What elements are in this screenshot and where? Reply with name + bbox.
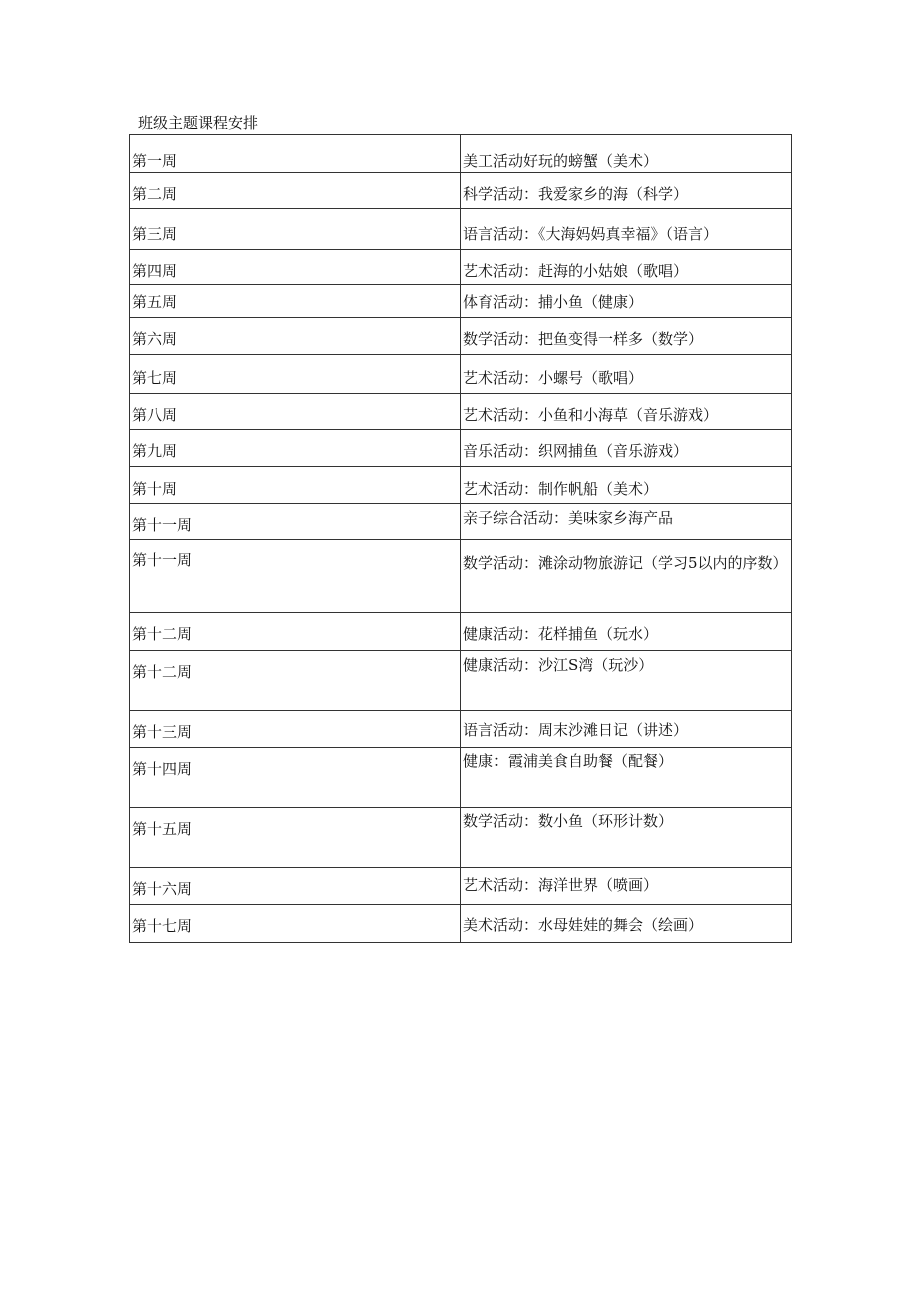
week-cell [130,173,461,209]
activity-cell [461,504,792,540]
week-cell [130,613,461,651]
week-cell [130,394,461,430]
table-row [130,135,792,173]
activity-cell [461,711,792,748]
activity-cell [461,905,792,943]
week-cell [130,651,461,711]
table-row [130,355,792,394]
schedule-table [129,134,792,943]
activity-label: 艺术活动：海洋世界（喷画） [463,876,659,894]
table-row [130,504,792,540]
table-row [130,209,792,250]
week-label: 第六周 [132,330,178,348]
week-label: 第二周 [132,185,178,203]
activity-label: 语言活动：周末沙滩日记（讲述） [463,721,689,739]
week-cell [130,355,461,394]
week-cell [130,467,461,504]
week-label: 第十周 [132,480,178,498]
table-row [130,540,792,613]
table-row [130,748,792,808]
activity-label: 艺术活动：制作帆船（美术） [463,480,659,498]
week-label: 第七周 [132,369,178,387]
week-label: 第五周 [132,293,178,311]
activity-label: 美工活动好玩的螃蟹（美术） [463,152,659,170]
week-label: 第十六周 [132,880,193,898]
table-row [130,250,792,285]
week-label: 第十四周 [132,760,193,778]
week-cell [130,540,461,613]
activity-cell [461,318,792,355]
activity-label: 科学活动：我爱家乡的海（科学） [463,185,689,203]
week-label: 第四周 [132,262,178,280]
week-label: 第一周 [132,152,178,170]
week-cell [130,711,461,748]
week-cell [130,748,461,808]
week-cell [130,209,461,250]
week-label: 第十五周 [132,820,193,838]
week-cell [130,250,461,285]
activity-label: 健康：霞浦美食自助餐（配餐） [463,752,674,770]
activity-label: 语言活动：《大海妈妈真幸福》（语言） [463,225,719,243]
table-row [130,868,792,905]
week-label: 第十三周 [132,723,193,741]
activity-cell [461,135,792,173]
activity-cell [461,808,792,868]
activity-cell [461,540,792,613]
activity-label: 数学活动：把鱼变得一样多（数学） [463,330,704,348]
activity-label: 音乐活动：织网捕鱼（音乐游戏） [463,442,689,460]
table-row [130,394,792,430]
activity-cell [461,394,792,430]
table-row [130,651,792,711]
week-cell [130,430,461,467]
week-cell [130,285,461,318]
week-cell [130,868,461,905]
week-label: 第十七周 [132,917,193,935]
table-row [130,173,792,209]
table-row [130,430,792,467]
week-label: 第九周 [132,442,178,460]
activity-cell [461,209,792,250]
week-cell [130,504,461,540]
activity-label: 美术活动：水母娃娃的舞会（绘画） [463,916,704,934]
table-row [130,711,792,748]
week-label: 第十一周 [132,551,193,569]
table-row [130,808,792,868]
table-row [130,905,792,943]
activity-label: 体育活动：捕小鱼（健康） [463,293,644,311]
activity-label: 亲子综合活动：美味家乡海产品 [463,509,674,527]
activity-cell [461,748,792,808]
activity-cell [461,285,792,318]
week-label: 第十一周 [132,516,193,534]
activity-label: 数学活动：数小鱼（环形计数） [463,812,674,830]
week-cell [130,905,461,943]
activity-label: 艺术活动：赶海的小姑娘（歌唱） [463,262,689,280]
week-cell [130,135,461,173]
week-cell [130,318,461,355]
activity-cell [461,868,792,905]
table-row [130,467,792,504]
activity-cell [461,250,792,285]
table-row [130,613,792,651]
document-title: 班级主题课程安排 [138,114,259,132]
activity-cell [461,430,792,467]
table-row [130,285,792,318]
week-label: 第八周 [132,406,178,424]
activity-cell [461,173,792,209]
activity-label: 艺术活动：小螺号（歌唱） [463,369,644,387]
week-label: 第三周 [132,225,178,243]
activity-label: 健康活动：沙江S湾（玩沙） [463,656,654,674]
week-label: 第十二周 [132,625,193,643]
activity-cell [461,651,792,711]
activity-label: 艺术活动：小鱼和小海草（音乐游戏） [463,406,719,424]
activity-cell [461,613,792,651]
activity-cell [461,355,792,394]
week-cell [130,808,461,868]
activity-cell [461,467,792,504]
activity-label: 数学活动：滩涂动物旅游记（学习5以内的序数） [463,554,788,572]
table-row [130,318,792,355]
activity-label: 健康活动：花样捕鱼（玩水） [463,625,659,643]
week-label: 第十二周 [132,663,193,681]
